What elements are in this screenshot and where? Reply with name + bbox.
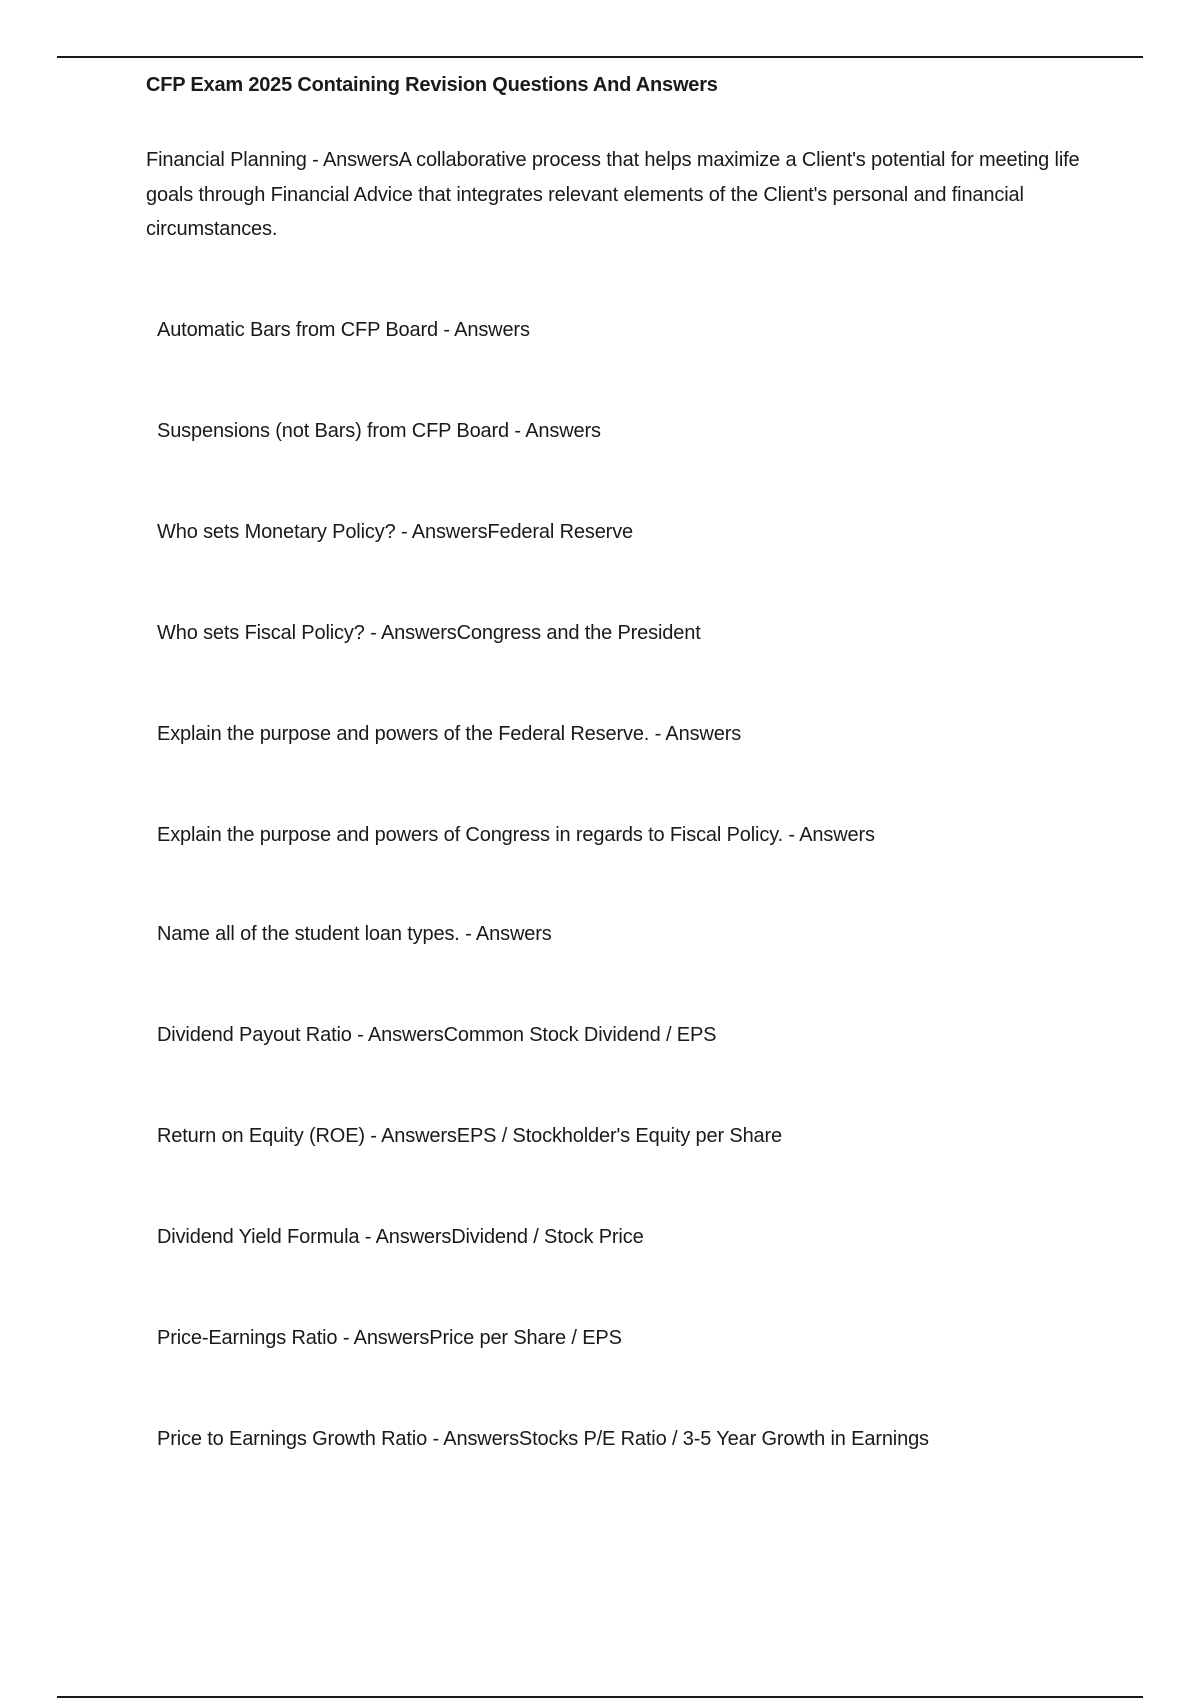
bottom-divider — [57, 1696, 1143, 1698]
qa-item-dividend-yield: Dividend Yield Formula - AnswersDividend / Stock Price — [157, 1226, 644, 1248]
qa-item-dividend-payout: Dividend Payout Ratio - AnswersCommon Stock Dividend / EPS — [157, 1024, 717, 1046]
top-divider — [57, 56, 1143, 58]
qa-item-automatic-bars: Automatic Bars from CFP Board - Answers — [157, 319, 530, 341]
qa-item-suspensions: Suspensions (not Bars) from CFP Board - Answers — [157, 420, 601, 442]
qa-item-fiscal-policy: Who sets Fiscal Policy? - AnswersCongress and the President — [157, 622, 701, 644]
intro-paragraph: Financial Planning - AnswersA collaborative process that helps maximize a Client's potential for meeting life goals through Financial Advice that integrates relevant elements of the Client's personal and financial circumstances. — [146, 149, 1080, 240]
qa-item-roe: Return on Equity (ROE) - AnswersEPS / Stockholder's Equity per Share — [157, 1125, 783, 1147]
qa-item-congress-fiscal: Explain the purpose and powers of Congress in regards to Fiscal Policy. - Answers — [157, 824, 875, 846]
qa-item-federal-reserve: Explain the purpose and powers of the Federal Reserve. - Answers — [157, 723, 742, 745]
qa-item-peg-ratio: Price to Earnings Growth Ratio - AnswersStocks P/E Ratio / 3-5 Year Growth in Earnings — [157, 1428, 929, 1450]
qa-item-student-loans: Name all of the student loan types. - Answers — [157, 923, 552, 945]
qa-item-pe-ratio: Price-Earnings Ratio - AnswersPrice per Share / EPS — [157, 1327, 622, 1349]
qa-item-monetary-policy: Who sets Monetary Policy? - AnswersFederal Reserve — [157, 521, 634, 543]
document-title: CFP Exam 2025 Containing Revision Questions And Answers — [146, 74, 718, 96]
